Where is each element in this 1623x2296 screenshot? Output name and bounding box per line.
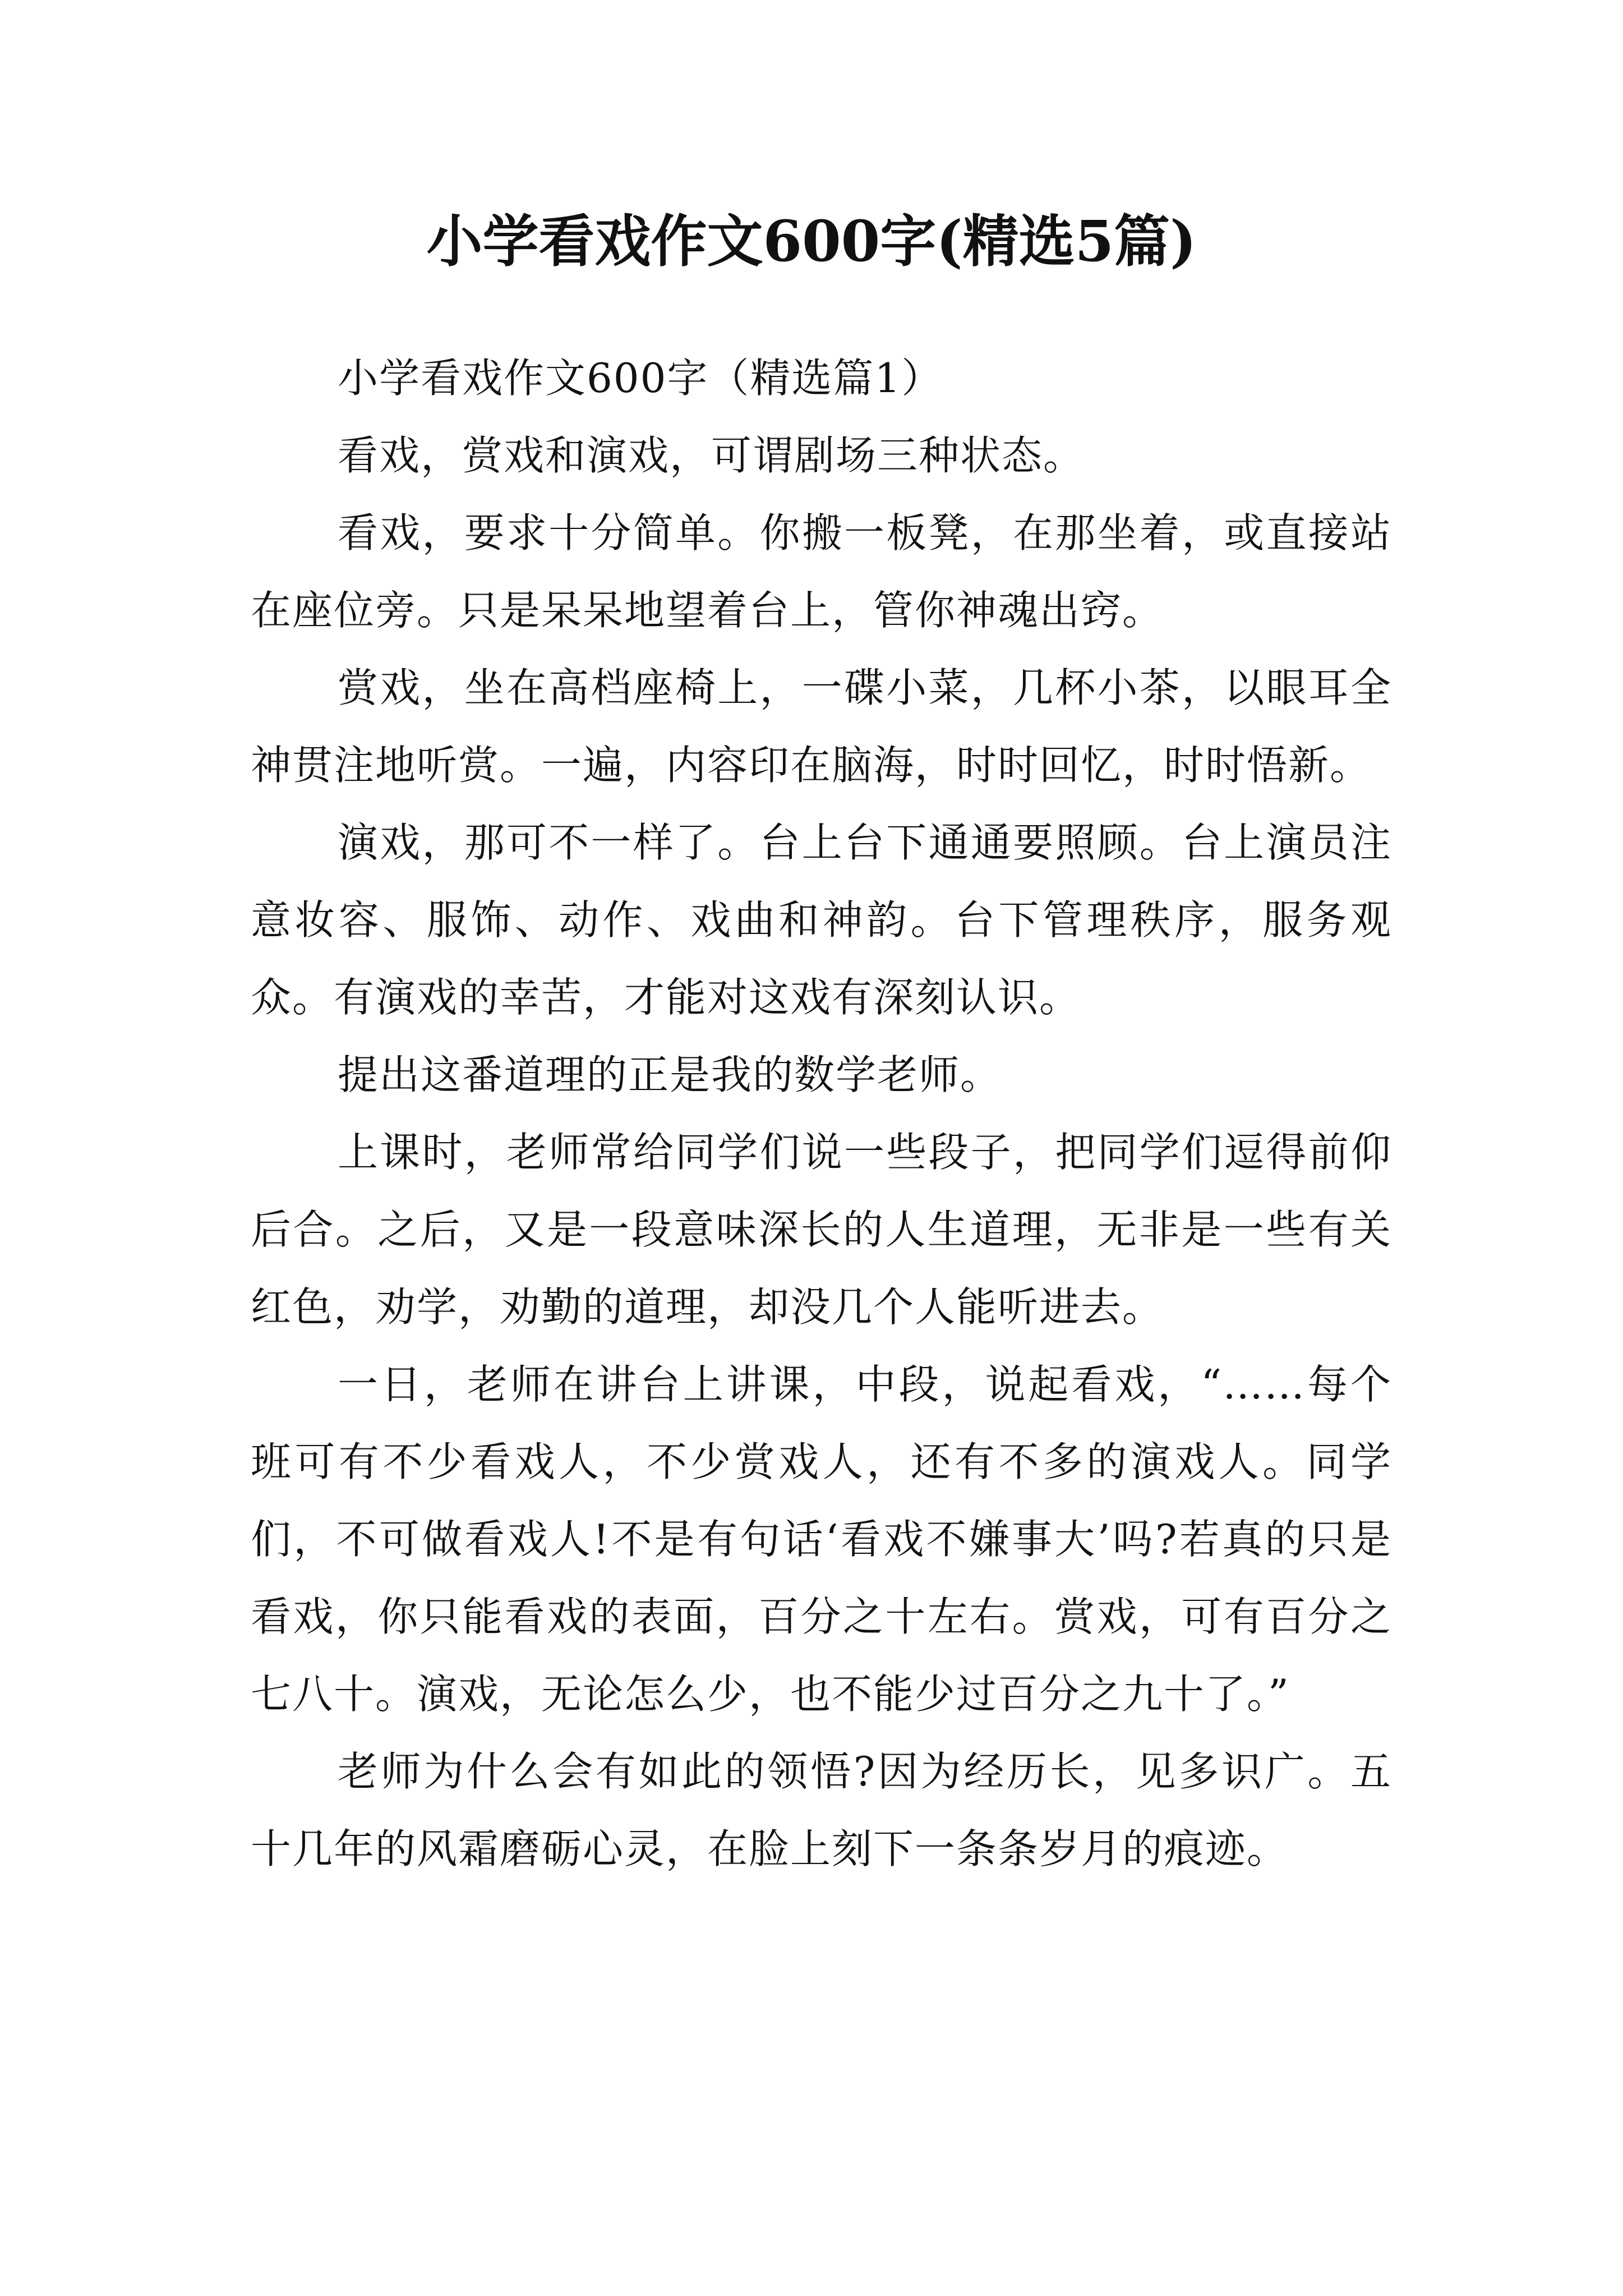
document-body: [251, 339, 1392, 1888]
document-title: 小学看戏作文600字(精选5篇): [426, 208, 1197, 274]
paragraph: 赏戏，坐在高档座椅上，一碟小菜，几杯小茶，以眼耳全神贯注地听赏。一遍，内容印在脑海，时时回忆，时时悟新。: [251, 664, 1392, 789]
paragraph: 一日，老师在讲台上讲课，中段，说起看戏，“……每个班可有不少看戏人，不少赏戏人，还有不多的演戏人。同学们，不可做看戏人!不是有句话‘看戏不嫌事大’吗?若真的只是看戏，你只能看戏的表面，百分之十左右。赏戏，可有百分之七八十。演戏，无论怎么少，也不能少过百分之九十了。”: [251, 1361, 1392, 1718]
section-heading: 小学看戏作文600字（精选篇1）: [338, 355, 943, 402]
paragraph: 上课时，老师常给同学们说一些段子，把同学们逗得前仰后合。之后，又是一段意味深长的人生道理，无非是一些有关红色，劝学，劝勤的道理，却没几个人能听进去。: [251, 1129, 1392, 1331]
paragraph: 看戏，赏戏和演戏，可谓剧场三种状态。: [338, 432, 1085, 479]
paragraph: 看戏，要求十分简单。你搬一板凳，在那坐着，或直接站在座位旁。只是呆呆地望着台上，管你神魂出窍。: [251, 509, 1392, 634]
paragraph: 老师为什么会有如此的领悟?因为经历长，见多识广。五十几年的风霜磨砺心灵，在脸上刻下一条条岁月的痕迹。: [251, 1748, 1392, 1872]
paragraph: 演戏，那可不一样了。台上台下通通要照顾。台上演员注意妆容、服饰、动作、戏曲和神韵。台下管理秩序，服务观众。有演戏的幸苦，才能对这戏有深刻认识。: [251, 819, 1392, 1021]
paragraph: 提出这番道理的正是我的数学老师。: [338, 1051, 1002, 1098]
